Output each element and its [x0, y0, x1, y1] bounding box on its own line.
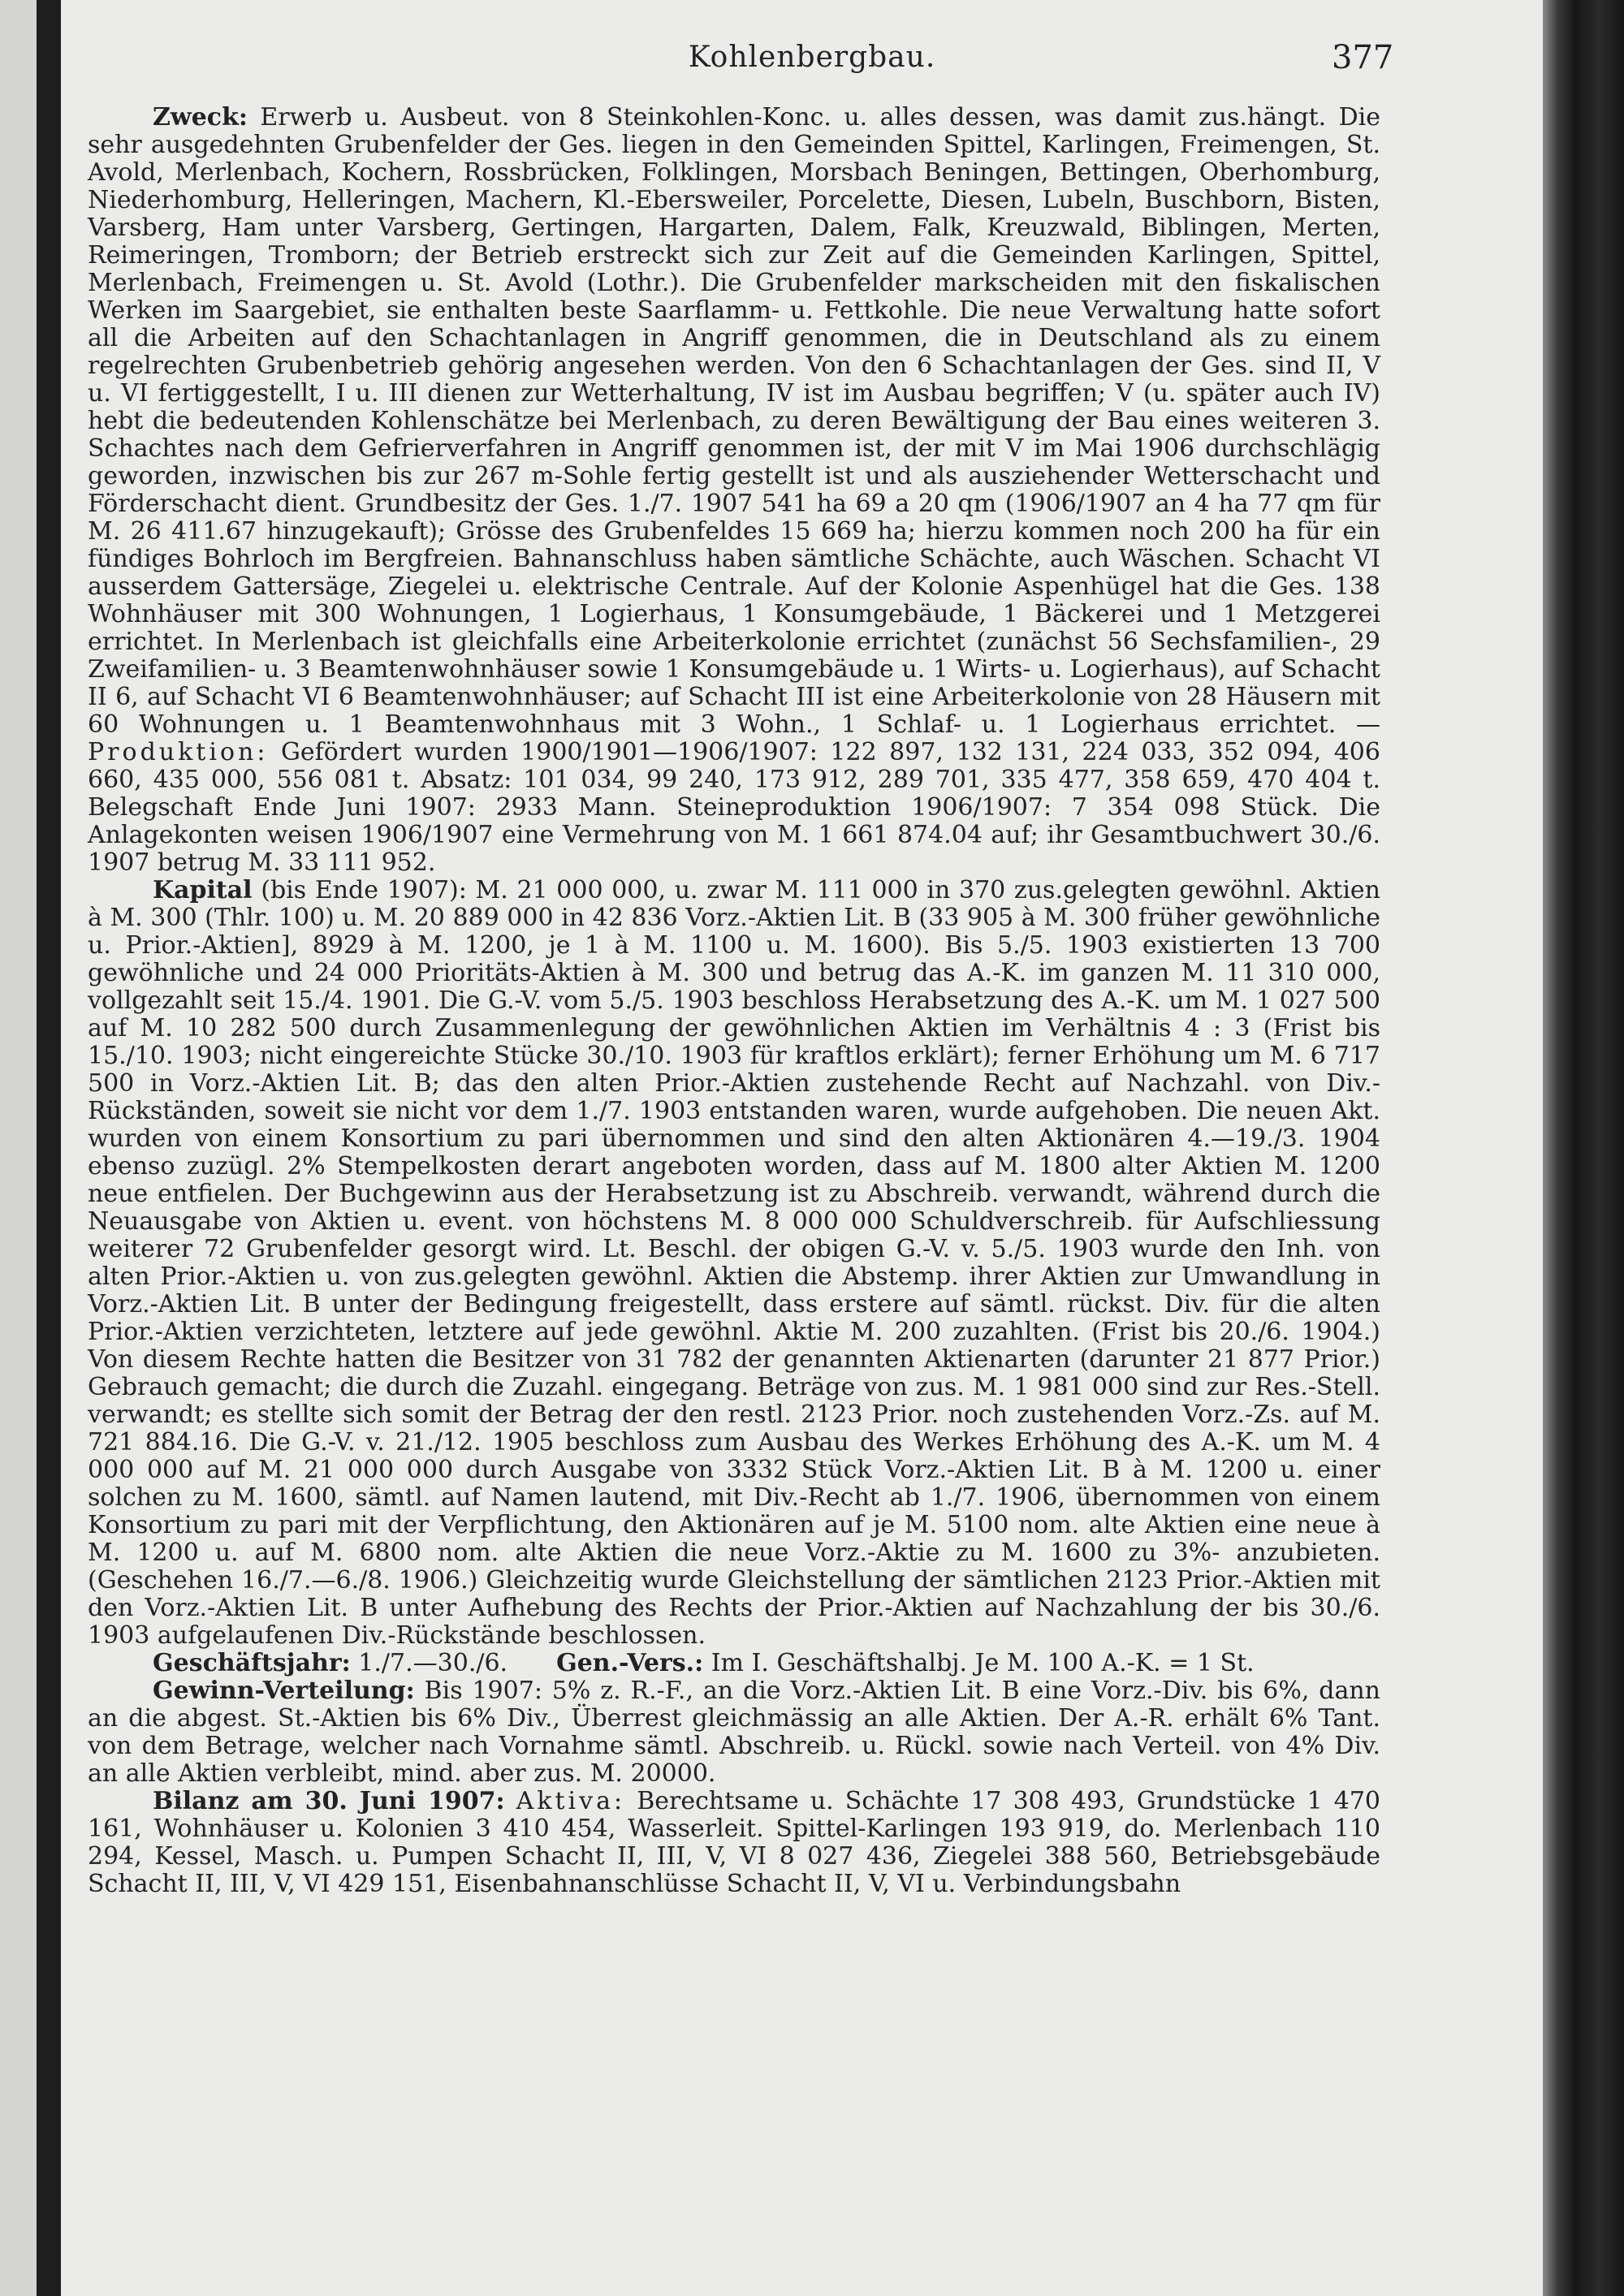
- bilanz-heading: Bilanz am 30. Juni 1907:: [153, 1787, 505, 1815]
- zweck-text: Erwerb u. Ausbeut. von 8 Steinkohlen-Konc. u. alles dessen, was damit zus.hängt. Die sehr ausgedehnten Grubenfelder der Ges. liegen in den Gemeinden Spittel, Karlingen, Freimengen, St. Avold, Merlenbach, Kochern, Rossbrücken, Folklingen, Morsbach Beningen, Bettingen, Oberhomburg, Niederhomburg, Helleringen, Machern, Kl.-Ebersweiler, Porcelette, Diesen, Lubeln, Buschborn, Bisten, Varsberg, Ham unter Varsberg, Gertingen, Hargarten, Dalem, Falk, Kreuzwald, Biblingen, Merten, Reimeringen, Tromborn; der Betrieb erstreckt sich zur Zeit auf die Gemeinden Karlingen, Spittel, Merlenbach, Freimengen u. St. Avold (Lothr.). Die Grubenfelder markscheiden mit den fiskalischen Werken im Saargebiet, sie enthalten beste Saarflamm- u. Fettkohle. Die neue Verwaltung hatte sofort all die Arbeiten auf den Schachtanlagen in Angriff genommen, die in Deutschland als zu einem regelrechten Grubenbetrieb gehörig angesehen werden. Von den 6 Schachtanlagen der Ges. sind II, V u. VI fertiggestellt, I u. III dienen zur Wetterhaltung, IV ist im Ausbau begriffen; V (u. später auch IV) hebt die bedeutenden Kohlenschätze bei Merlenbach, zu deren Bewältigung der Bau eines weiteren 3. Schachtes nach dem Gefrierverfahren in Angriff genommen ist, der mit V im Mai 1906 durchschlägig geworden, inzwischen bis zur 267 m-Sohle fertig gestellt ist und als ausziehender Wetterschacht und Förderschacht dient. Grundbesitz der Ges. 1./7. 1907 541 ha 69 a 20 qm (1906/1907 an 4 ha 77 qm für M. 26 411.67 hinzugekauft); Grösse des Grubenfeldes 15 669 ha; hierzu kommen noch 200 ha für ein fündiges Bohrloch im Bergfreien. Bahnanschluss haben sämtliche Schächte, auch Wäschen. Schacht VI ausserdem Gattersäge, Ziegelei u. elektrische Centrale. Auf der Kolonie Aspenhügel hat die Ges. 138 Wohnhäuser mit 300 Wohnungen, 1 Logierhaus, 1 Konsumgebäude, 1 Bäckerei und 1 Metzgerei errichtet. In Merlenbach ist gleichfalls eine Arbeiterkolonie errichtet (zunächst 56 Sechsfamilien-, 29 Zweifamilien- u. 3 Beamtenwohnhäuser sowie 1 Konsumgebäude u. 1 Wirts- u. Logierhaus), auf Schacht II 6, auf Schacht VI 6 Beamtenwohnhäuser; auf Schacht III ist eine Arbeiterkolonie von 28 Häusern mit 60 Wohnungen u. 1 Beamtenwohnhaus mit 3 Wohn., 1 Schlaf- u. 1 Logierhaus errichtet. —: [88, 103, 1380, 739]
- section-kapital: [88, 877, 1380, 1650]
- kapital-text: (bis Ende 1907): M. 21 000 000, u. zwar M. 111 000 in 370 zus.gelegten gewöhnl. Aktien à M. 300 (Thlr. 100) u. M. 20 889 000 in 42 836 Vorz.-Aktien Lit. B (33 905 à M. 300 früher gewöhnliche u. Prior.-Aktien], 8929 à M. 1200, je 1 à M. 1100 u. M. 1600). Bis 5./5. 1903 existierten 13 700 gewöhnliche und 24 000 Prioritäts-Aktien à M. 300 und betrug das A.-K. im ganzen M. 11 310 000, vollgezahlt seit 15./4. 1901. Die G.-V. vom 5./5. 1903 beschloss Herabsetzung des A.-K. um M. 1 027 500 auf M. 10 282 500 durch Zusammenlegung der gewöhnlichen Aktien im Verhältnis 4 : 3 (Frist bis 15./10. 1903; nicht eingereichte Stücke 30./10. 1903 für kraftlos erklärt); ferner Erhöhung um M. 6 717 500 in Vorz.-Aktien Lit. B; das den alten Prior.-Aktien zustehende Recht auf Nachzahl. von Div.-Rückständen, soweit sie nicht vor dem 1./7. 1903 entstanden waren, wurde aufgehoben. Die neuen Akt. wurden von einem Konsortium zu pari übernommen und sind den alten Aktionären 4.—19./3. 1904 ebenso zuzügl. 2% Stempelkosten derart angeboten worden, dass auf M. 1800 alter Aktien M. 1200 neue entfielen. Der Buchgewinn aus der Herabsetzung ist zu Abschreib. verwandt, während durch die Neuausgabe von Aktien u. event. von höchstens M. 8 000 000 Schuldverschreib. für Aufschliessung weiterer 72 Grubenfelder gesorgt wird. Lt. Beschl. der obigen G.-V. v. 5./5. 1903 wurde den Inh. von alten Prior.-Aktien u. von zus.gelegten gewöhnl. Aktien die Abstemp. ihrer Aktien zur Umwandlung in Vorz.-Aktien Lit. B unter der Bedingung freigestellt, dass erstere auf sämtl. rückst. Div. für die alten Prior.-Aktien verzichteten, letztere auf jede gewöhnl. Aktie M. 200 zuzahlten. (Frist bis 20./6. 1904.) Von diesem Rechte hatten die Besitzer von 31 782 der genannten Aktienarten (darunter 21 877 Prior.) Gebrauch gemacht; die durch die Zuzahl. eingegang. Beträge von zus. M. 1 981 000 sind zur Res.-Stell. verwandt; es stellte sich somit der Betrag der den restl. 2123 Prior. noch zustehenden Vorz.-Zs. auf M. 721 884.16. Die G.-V. v. 21./12. 1905 beschloss zum Ausbau des Werkes Erhöhung des A.-K. um M. 4 000 000 auf M. 21 000 000 durch Ausgabe von 3332 Stück Vorz.-Aktien Lit. B à M. 1200 u. einer solchen zu M. 1600, sämtl. auf Namen lautend, mit Div.-Recht ab 1./7. 1906, übernommen von einem Konsortium zu pari mit der Verpflichtung, den Aktionären auf je M. 5100 nom. alte Aktien eine neue à M. 1200 u. auf M. 6800 nom. alte Aktien die neue Vorz.-Aktie zu M. 1600 zu 3%- anzubieten. (Geschehen 16./7.—6./8. 1906.) Gleichzeitig wurde Gleichstellung der sämtlichen 2123 Prior.-Aktien mit den Vorz.-Aktien Lit. B unter Aufhebung des Rechts der Prior.-Aktien auf Nachzahlung der bis 30./6. 1903 aufgelaufenen Div.-Rückstände beschlossen.: [88, 876, 1381, 1650]
- scan-left-edge: [37, 0, 61, 2296]
- geschaeftsjahr-text: 1./7.—30./6.: [358, 1649, 508, 1677]
- gen-vers-heading: Gen.-Vers.:: [556, 1649, 704, 1677]
- gewinn-text: Bis 1907: 5% z. R.-F., an die Vorz.-Aktien Lit. B eine Vorz.-Div. bis 6%, dann an die abgest. St.-Aktien bis 6% Div., Überrest gleichmässig an alle Aktien. Der A.-R. erhält 6% Tant. von dem Betrage, welcher nach Vornahme sämtl. Abschreib. u. Rückl. sowie nach Verteil. von 4% Div. an alle Aktien verbleibt, mind. aber zus. M. 20000.: [88, 1677, 1380, 1788]
- produktion-text: Gefördert wurden 1900/1901—1906/1907: 122 897, 132 131, 224 033, 352 094, 406 660, 435 000, 556 081 t. Absatz: 101 034, 99 240, 173 912, 289 701, 335 477, 358 659, 470 404 t. Belegschaft Ende Juni 1907: 2933 Mann. Steineproduktion 1906/1907: 7 354 098 Stück. Die Anlagekonten weisen 1906/1907 eine Vermehrung von M. 1 661 874.04 auf; ihr Gesamtbuchwert 30./6. 1907 betrug M. 33 111 952.: [88, 738, 1380, 877]
- kapital-heading: Kapital: [153, 876, 253, 904]
- gen-vers-text: Im I. Geschäftshalbj. Je M. 100 A.-K. = 1 St.: [710, 1649, 1255, 1677]
- geschaeftsjahr-heading: Geschäftsjahr:: [153, 1649, 351, 1677]
- section-geschaeftsjahr: [88, 1650, 1380, 1677]
- bilanz-text: Berechtsame u. Schächte 17 308 493, Grundstücke 1 470 161, Wohnhäuser u. Kolonien 3 410 454, Wasserleit. Spittel-Karlingen 193 919, do. Merlenbach 110 294, Kessel, Masch. u. Pumpen Schacht II, III, V, VI 8 027 436, Ziegelei 388 560, Betriebsgebäude Schacht II, III, V, VI 429 151, Eisenbahnanschlüsse Schacht II, V, VI u. Verbindungsbahn: [88, 1787, 1380, 1898]
- aktiva-label: Aktiva:: [516, 1787, 626, 1815]
- section-zweck: [88, 104, 1380, 877]
- book-spine: [1543, 0, 1624, 2296]
- gewinn-heading: Gewinn-Verteilung:: [153, 1677, 415, 1705]
- page-number: 377: [1332, 39, 1394, 76]
- section-gewinn-verteilung: [88, 1677, 1380, 1788]
- zweck-heading: Zweck:: [153, 103, 248, 132]
- page-body: [88, 104, 1380, 1898]
- section-bilanz: [88, 1788, 1380, 1898]
- running-header-title: Kohlenbergbau.: [688, 41, 936, 74]
- produktion-label: Produktion:: [88, 738, 269, 766]
